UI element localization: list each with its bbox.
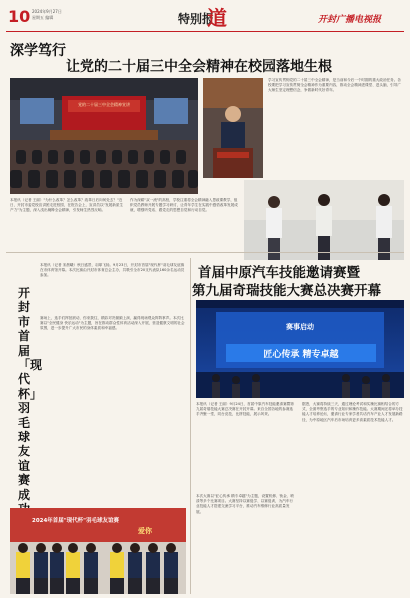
article1-photo-hall [10,78,198,194]
article1-photo-speaker [203,78,263,178]
date-line: 2024年9月27日 [32,9,62,14]
column-divider [190,258,191,594]
article1-title-line1: 深学笃行 [10,43,66,59]
page-number: 10 [8,7,31,26]
hall-scene [10,78,198,194]
article1-title-line2: 让党的二十届三中全会精神在校园落地生根 [66,59,332,75]
article3-title-line1: 首届中原汽车技能邀请赛暨 [198,265,360,281]
section-title-accent: 道 [207,6,227,30]
article3-caption: 本报讯（记者 王丽）9月24日，首届中原汽车技能邀请赛暨第九届奇瑞技能大赛总决赛在开封开幕。来自全国各地的参赛选手齐聚一堂，同台竞技，比拼技能，展示风采。 [196,402,294,417]
students-scene [244,180,404,260]
section-title: 特别报 [178,12,215,26]
article1-caption: 本报讯（记者 王丽）"为什么改革？怎么改革？改革日后向何处去？"近日，开封市委党校宣讲团走进校园，在报告会上，宣讲员以"发展新质生产力"为主题，深入浅出阐释全会精神，引发师生热烈反响。 [10,198,124,213]
header-rule [6,31,404,32]
article3-photo-stage [196,300,404,398]
article1-mid-text: 作为深耕"双一流"的高校，学校注重将全会精神融入思政课教学，组织党员教师开展专题学习研讨，让青年学生在实践中感悟改革发展成就，增强听党话、跟党走的思想自觉和行动自觉。 [130,198,238,213]
section-divider [6,252,404,253]
stage-banner-main: 匠心传承 精专卓越 [263,350,339,360]
weekday-line: 星期五 编辑 [32,15,54,20]
article3-right-column: 据悉，大赛将持续三天，通过理论考试和实操比赛相结合的方式，全面考察选手的专业知识和操作技能。大赛期间还将举办技能人才培养论坛，邀请行业专家学者共话汽车产业人才发展新路径，为中原地区汽车后市场培育更多高素质技术技能人才。 [302,402,403,422]
badminton-banner-sub: 爱你 [138,527,152,535]
badminton-banner-text: 2024年首届"现代杯"羽毛球友谊赛 [32,518,120,524]
article1-photo-students [244,180,404,260]
stage-banner-top: 赛事启动 [286,323,314,331]
article3-title-line2: 第九届奇瑞技能大赛总决赛开幕 [192,283,381,299]
hall-stage-banner: 党的二十届三中全会精神宣讲 [78,102,130,107]
article2-photo-group [10,508,186,594]
article3-body: 本次大赛以"匠心传承 精专卓越"为主题，设置机修、钣金、喷漆等多个比赛项目。大赛坚持以赛促学、以赛促训，为汽车行业技能人才搭建交流学习平台，推动汽车维修行业高质量发展。 [196,494,294,514]
newspaper-brand: 开封广播电视报 [318,15,382,25]
article1-right-column: 学习宣传贯彻党的二十届三中全会精神，是当前和今后一个时期的重大政治任务。各校要把学习宣传贯彻全会精神作为重要内容，推动全会精神进课堂、进头脑，引导广大师生坚定理想信念，争做新时代好青年。 [268,78,401,93]
article2-body: 赛场上，选手们挥拍跃动，你来我往，精彩对决频频上演，赢得现场观众阵阵掌声。本次比赛以"全民健身 快乐运动"为主题，旨在推动群众性体育活动深入开展，营造健康文明的社会氛围，进一步提升广大市民的身体素质和幸福感。 [40,316,185,331]
speaker-scene [203,78,263,178]
issue-date [32,9,62,21]
article2-caption: 本报讯（记者 宋晨曦）秋日盛景，羽球飞扬。9月23日，开封市首届"现代杯"羽毛球友谊赛在市体育馆开幕。本次比赛由开封市体育总会主办，共吸引全市20支代表队160余名运动员参加。 [40,263,185,278]
article2-vertical-title: 开封市首届「现代杯」羽毛球友谊赛成 [18,286,43,502]
